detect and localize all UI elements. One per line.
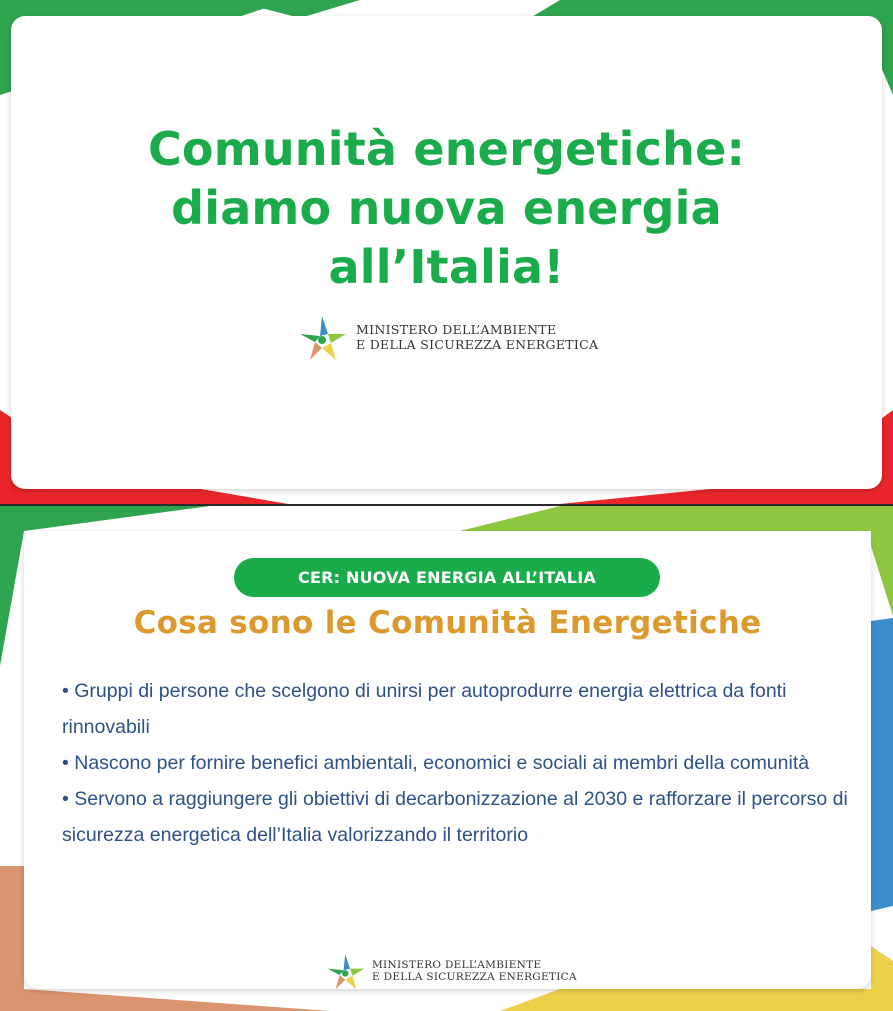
ministry-logo: [326, 951, 577, 991]
slide-title: Cosa sono le Comunità Energetiche: [133, 605, 762, 641]
bullet-item-2: • Nascono per fornire benefici ambientali, economici e sociali ai membri della comunità: [62, 752, 810, 774]
ministry-logo-text: [372, 959, 577, 983]
bullet-list: [62, 673, 852, 853]
ministry-logo-line-2: E DELLA SICUREZZA ENERGETICA: [356, 337, 599, 352]
ministry-logo-text: [356, 322, 598, 352]
content-card: [24, 531, 871, 989]
ministry-star-logo-icon: [326, 951, 366, 991]
section-pill: CER: NUOVA ENERGIA ALL’ITALIA: [234, 558, 660, 597]
cover-title-line-2: diamo nuova energia: [171, 181, 722, 235]
cover-title-line-3: all’Italia!: [328, 240, 565, 294]
ministry-logo-line-2: E DELLA SICUREZZA ENERGETICA: [372, 971, 577, 983]
cover-card: [11, 16, 882, 489]
bullet-item-1: • Gruppi di persone che scelgono di unirsi per autoprodurre energia elettrica da fonti rinnovabili: [62, 680, 787, 738]
cover-title: [11, 120, 882, 297]
ministry-star-logo-icon: [298, 312, 348, 362]
ministry-logo-line-1: MINISTERO DELL’AMBIENTE: [356, 322, 557, 337]
ministry-logo: [298, 312, 598, 362]
bullet-item-3: • Servono a raggiungere gli obiettivi di decarbonizzazione al 2030 e rafforzare il percorso di sicurezza energetica dell’Italia valorizzando il territorio: [62, 788, 848, 846]
slide-definition: [0, 506, 893, 1011]
cover-title-line-1: Comunità energetiche:: [147, 122, 746, 176]
ministry-logo-line-1: MINISTERO DELL’AMBIENTE: [372, 959, 542, 971]
